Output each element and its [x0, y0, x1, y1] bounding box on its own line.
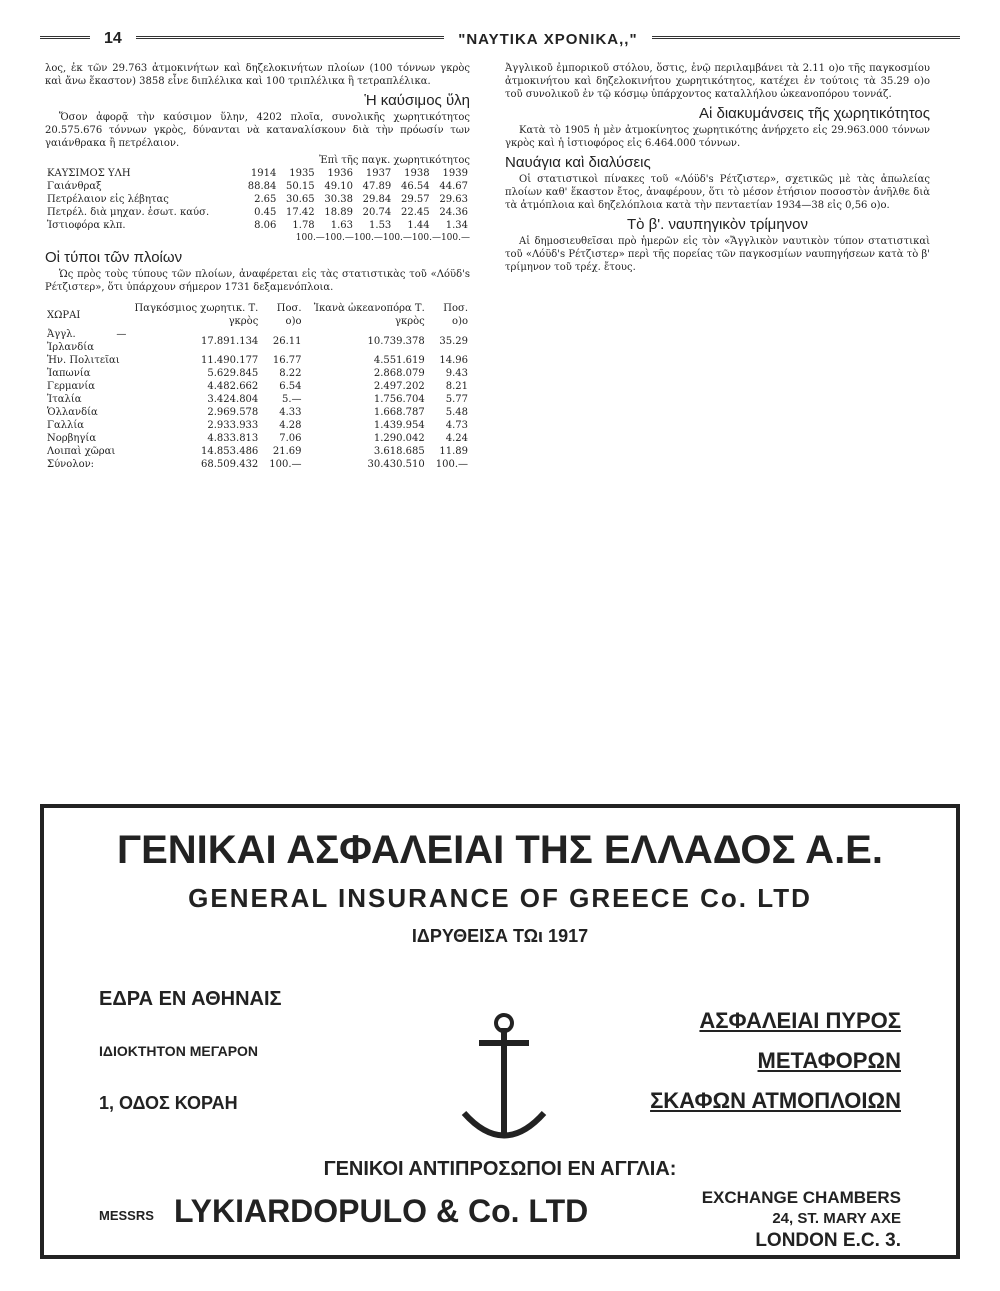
table-cell: 20.74 — [362, 207, 392, 218]
table-cell: Ἱκανὰ ὠκεανοπόρα Τ. γκρὸς — [313, 303, 425, 327]
right-column — [505, 62, 930, 278]
publication-title: "ΝΑΥΤΙΚΑ ΧΡΟΝΙΚΑ,," — [458, 30, 638, 48]
para-fluctuations: Κατὰ τὸ 1905 ἡ μὲν ἀτμοκίνητος χωρητικότης ἀνήρχετο εἰς 29.963.000 τόννων γκρὸς καὶ ἡ ἱστιοφόρος εἰς 6.464.000 τόννων. — [505, 125, 930, 149]
table-cell: 4.73 — [445, 420, 468, 431]
header-rule-right — [652, 36, 960, 43]
table-cell: ΚΑΥΣΙΜΟΣ ΥΛΗ — [47, 168, 131, 179]
table-row — [45, 432, 470, 445]
table-cell: 9.43 — [445, 368, 468, 379]
table-cell: 1937 — [365, 168, 392, 179]
table-cell: 8.21 — [445, 381, 468, 392]
table-cell: Ἰαπωνία — [47, 368, 91, 379]
table-cell: Ὁλλανδία — [47, 407, 98, 418]
header-rule-left — [40, 36, 90, 43]
table-cell: 29.63 — [439, 194, 468, 205]
insurance-advertisement — [40, 804, 960, 1259]
countries-table — [45, 302, 470, 471]
table-cell: 30.65 — [286, 194, 315, 205]
table-cell: 8.22 — [279, 368, 302, 379]
heading-fuel: Ἡ καύσιμος ὕλη — [364, 92, 470, 109]
table-cell: 1935 — [289, 168, 315, 179]
table-cell: 4.28 — [279, 420, 302, 431]
table-cell: 4.33 — [279, 407, 302, 418]
table-cell: 1.78 — [292, 220, 315, 231]
table-cell: Γαιάνθραξ — [47, 181, 102, 192]
table-cell: Λοιπαὶ χῶραι — [47, 446, 116, 457]
table-cell: 4.551.619 — [373, 355, 425, 366]
table-row — [45, 380, 470, 393]
table-cell: 5.— — [281, 394, 302, 405]
table-cell: 49.10 — [324, 181, 353, 192]
ad-owner: ΙΔΙΟΚΤΗΤΟΝ ΜΕΓΑΡΟΝ — [99, 1043, 259, 1059]
table-row — [45, 393, 470, 406]
table-row — [45, 445, 470, 458]
ad-address: 1, ΟΔΟΣ ΚΟΡΑΗ — [99, 1093, 238, 1113]
table-cell: 1.53 — [369, 220, 392, 231]
table-cell: 14.96 — [439, 355, 468, 366]
ad-service-fire: ΑΣΦΑΛΕΙΑΙ ΠΥΡΟΣ — [699, 1008, 901, 1033]
table-cell: 6.54 — [279, 381, 302, 392]
fuel-table-caption: Ἐπὶ τῆς παγκ. χωρητικότητος — [319, 155, 470, 166]
table-cell: Ποσ. ο)ο — [443, 303, 468, 327]
table-cell: 3.424.804 — [207, 394, 259, 405]
para-quarter: Αἱ δημοσιευθεῖσαι πρὸ ἡμερῶν εἰς τὸν «Ἄγγλικὸν ναυτικὸν τύπον στατιστικαὶ τοῦ «Λόϋδ's Ρέτζιστερ» περὶ τῆς πορείας τῶν παγκοσμίων ναυπηγήσεων κατὰ τὸ β' τρίμηνον τοῦ τρέχ. ἔτους. — [505, 236, 930, 273]
para-wrecks: Οἱ στατιστικοὶ πίνακες τοῦ «Λόϋδ's Ρέτζιστερ», σχετικῶς μὲ τὰς ἀπωλείας πλοίων καθ' ἕκαστον ἔτος, ἀναφέρουν, ὅτι τὸ μέσον ἐτήσιον ποσοστὸν ἀνῆλθε διὰ τὰ ἀτμόπλοια καὶ δηζελόπλοια κατὰ τὴν πενταετίαν 1934—38 εἰς 0,56 ο)ο. — [505, 174, 930, 211]
anchor-emblem-icon — [439, 1008, 569, 1158]
para-fuel: Ὅσον ἀφορᾷ τὴν καύσιμον ὕλην, 4202 πλοῖα, συνολικῆς χωρητικότητος 20.575.676 τόννων γκρὸς, δύνανται νὰ καταναλίσκουν διὰ τὴν πρόωσίν των γαιάνθρακα ἢ πετρέλαιον. — [45, 112, 470, 149]
header-rule-mid — [136, 36, 444, 43]
table-cell: Νορβηγία — [47, 433, 97, 444]
table-cell: 17.891.134 — [201, 335, 259, 347]
table-cell: 68.509.432 — [201, 459, 259, 470]
table-cell: 88.84 — [247, 181, 277, 192]
table-header-row — [45, 167, 470, 180]
table-total-row — [45, 458, 470, 471]
table-cell: Σύνολον: — [47, 459, 95, 470]
para-ship-types: Ὡς πρὸς τοὺς τύπους τῶν πλοίων, ἀναφέρεται εἰς τὰς στατιστικὰς τοῦ «Λόϋδ's Ρέτζιστερ», ὅτι ὑπάρχουν σήμερον 1731 δεξαμενόπλοια. — [45, 269, 470, 293]
table-cell: ΧΩΡΑΙ — [47, 309, 81, 321]
table-cell: Γερμανία — [47, 381, 96, 392]
table-cell: 18.89 — [324, 207, 353, 218]
table-cell: Ἰταλία — [47, 394, 82, 405]
table-cell: 100.— — [269, 459, 302, 470]
table-cell: 5.48 — [445, 407, 468, 418]
heading-quarter: Τὸ β'. ναυπηγικὸν τρίμηνον — [626, 216, 809, 233]
table-cell: 1.44 — [407, 220, 430, 231]
table-cell: 16.77 — [272, 355, 302, 366]
table-cell: 1.63 — [330, 220, 353, 231]
page-header — [40, 28, 960, 50]
table-cell: 24.36 — [439, 207, 468, 218]
ad-city: LONDON E.C. 3. — [755, 1230, 901, 1251]
table-cell: 47.89 — [362, 181, 392, 192]
table-cell: 2.65 — [254, 194, 277, 205]
table-cell: 1936 — [327, 168, 353, 179]
table-cell: 11.89 — [439, 446, 468, 457]
table-cell: 44.67 — [439, 181, 468, 192]
ad-street: 24, ST. MARY AXE — [772, 1210, 901, 1227]
table-cell: 2.969.578 — [207, 407, 259, 418]
table-cell: 1.439.954 — [373, 420, 425, 431]
table-cell: Παγκόσμιος χωρητικ. Τ. γκρὸς — [134, 303, 259, 327]
table-cell: 1.668.787 — [373, 407, 425, 418]
table-cell: Ἱστιοφόρα κλπ. — [47, 220, 126, 231]
table-cell: 35.29 — [439, 335, 468, 347]
table-cell: 30.38 — [324, 194, 353, 205]
left-column — [45, 62, 470, 471]
table-cell: 2.868.079 — [373, 368, 425, 379]
table-header-row — [45, 302, 470, 328]
table-row — [45, 354, 470, 367]
table-cell: Γαλλία — [47, 420, 85, 431]
table-cell: 1.34 — [445, 220, 468, 231]
table-cell: 4.482.662 — [207, 381, 259, 392]
table-cell: 1.290.042 — [373, 433, 425, 444]
table-row — [45, 328, 470, 354]
table-cell: 0.45 — [254, 207, 277, 218]
page-number: 14 — [104, 30, 122, 47]
ad-founded: ΙΔΡΥΘΕΙΣΑ ΤΩι 1917 — [411, 926, 589, 946]
table-row — [45, 193, 470, 206]
table-cell: 14.853.486 — [201, 446, 259, 457]
heading-wrecks: Ναυάγια καὶ διαλύσεις — [505, 154, 651, 171]
table-row — [45, 206, 470, 219]
fuel-table-total: 100.—100.—100.—100.—100.—100.— — [295, 233, 470, 243]
ad-seat: ΕΔΡΑ ΕΝ ΑΘΗΝΑΙΣ — [99, 988, 282, 1010]
ad-messrs: MESSRS — [99, 1208, 154, 1223]
ad-exchange: EXCHANGE CHAMBERS — [701, 1188, 901, 1207]
table-cell: 8.06 — [254, 220, 277, 231]
table-cell: 3.618.685 — [373, 446, 425, 457]
table-row — [45, 419, 470, 432]
table-cell: Πετρέλ. διὰ μηχαν. ἐσωτ. καύσ. — [47, 207, 210, 218]
fuel-table — [45, 167, 470, 232]
table-cell: 29.84 — [362, 194, 392, 205]
table-cell: 50.15 — [286, 181, 315, 192]
table-cell: 10.739.378 — [367, 335, 425, 347]
ad-agents: ΓΕΝΙΚΟΙ ΑΝΤΙΠΡΟΣΩΠΟΙ ΕΝ ΑΓΓΛΙΑ: — [323, 1158, 677, 1180]
table-row — [45, 219, 470, 232]
table-cell: Ποσ. ο)ο — [276, 303, 302, 327]
table-cell: 7.06 — [279, 433, 302, 444]
table-cell: 2.497.202 — [373, 381, 425, 392]
table-row — [45, 406, 470, 419]
ad-service-ships: ΣΚΑΦΩΝ ΑΤΜΟΠΛΟΙΩΝ — [650, 1088, 901, 1113]
table-cell: Ἀγγλ. — Ἰρλανδία — [47, 329, 127, 353]
heading-ship-types: Οἱ τύποι τῶν πλοίων — [45, 249, 183, 266]
table-cell: 2.933.933 — [207, 420, 259, 431]
table-cell: 4.24 — [445, 433, 468, 444]
ad-agent-name: LYKIARDOPULO & Co. LTD — [174, 1193, 589, 1229]
table-cell: 5.629.845 — [207, 368, 259, 379]
table-cell: 29.57 — [400, 194, 430, 205]
ad-service-transport: ΜΕΤΑΦΟΡΩΝ — [757, 1048, 901, 1073]
table-cell: 1.756.704 — [373, 394, 425, 405]
table-cell: 30.430.510 — [367, 459, 425, 470]
heading-fluctuations: Αἱ διακυμάνσεις τῆς χωρητικότητος — [698, 105, 930, 122]
left-intro: λος, ἐκ τῶν 29.763 ἀτμοκινήτων καὶ δηζελοκινήτων πλοίων (100 τόννων γκρὸς καὶ ἄνω ἕκαστον) 3858 εἶνε διπλέλικα καὶ 100 τριπλέλικα ἢ τετραπλέλικα. — [45, 63, 470, 87]
table-cell: 17.42 — [286, 207, 315, 218]
table-row — [45, 180, 470, 193]
table-row — [45, 367, 470, 380]
table-cell: Πετρέλαιον εἰς λέβητας — [47, 194, 169, 205]
table-cell: 46.54 — [400, 181, 430, 192]
table-cell: 26.11 — [272, 335, 302, 347]
table-cell: 21.69 — [272, 446, 302, 457]
table-cell: Ἡν. Πολιτεῖαι — [47, 355, 120, 366]
table-cell: 1914 — [250, 168, 277, 179]
table-cell: 4.833.813 — [207, 433, 259, 444]
table-cell: 11.490.177 — [201, 355, 259, 366]
table-cell: 100.— — [435, 459, 468, 470]
table-cell: 22.45 — [400, 207, 430, 218]
table-cell: 5.77 — [445, 394, 468, 405]
right-intro: Ἀγγλικοῦ ἐμπορικοῦ στόλου, ὅστις, ἐνῷ περιλαμβάνει τὰ 2.11 ο)ο τῆς παγκοσμίου ἀτμοκινήτου καὶ δηζελοκινήτου χωρητικότητος, κατέχει ἐν τούτοις τὰ 35.29 ο)ο τοῦ συνολικοῦ ἐν τῷ κόσμῳ ὑπάρχοντος καταλλήλου ὠκεανοπόρου τοννάζ. — [505, 63, 930, 100]
table-cell: 1938 — [404, 168, 430, 179]
table-cell: 1939 — [442, 168, 468, 179]
ad-english-name: GENERAL INSURANCE OF GREECE Co. LTD — [188, 883, 812, 913]
ad-greek-name: ΓΕΝΙΚΑΙ ΑΣΦΑΛΕΙΑΙ ΤΗΣ ΕΛΛΑΔΟΣ Α.Ε. — [117, 828, 883, 872]
